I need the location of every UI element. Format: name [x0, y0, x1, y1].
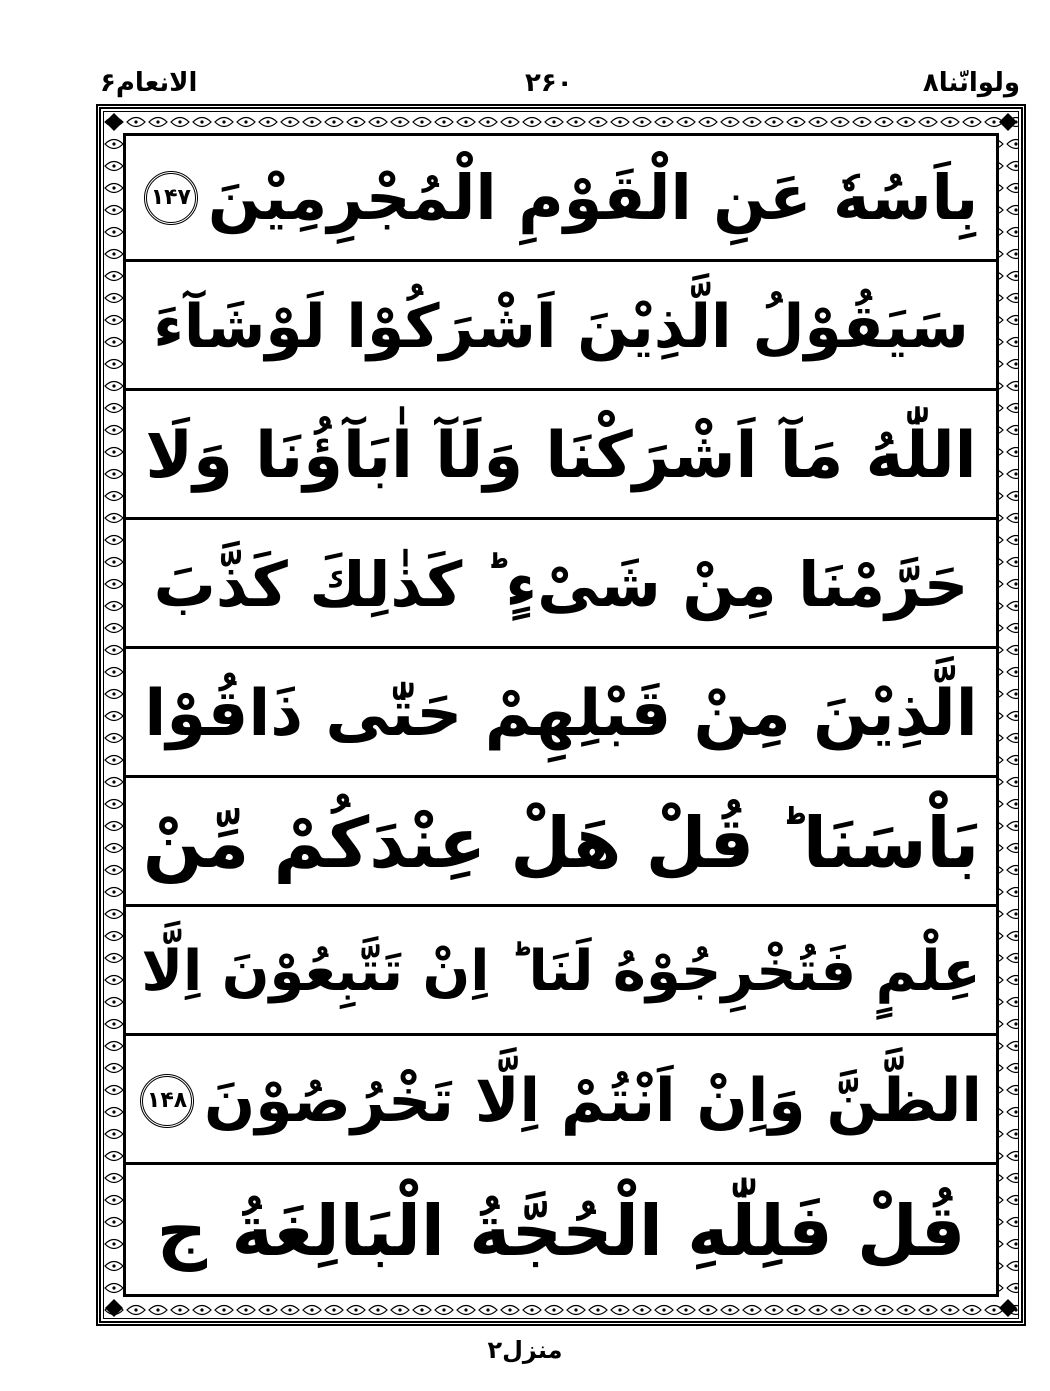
text-line: [126, 1168, 996, 1294]
text-line: [126, 781, 996, 907]
verse-text: حَرَّمْنَا مِنْ شَیْءٍ ؕ كَذٰلِكَ كَذَّبَ: [153, 547, 969, 621]
text-panel: [123, 133, 999, 1297]
ayah-number-marker: ۱۴۷: [144, 171, 198, 225]
text-line: [126, 523, 996, 649]
verse-text: الظَّنَّ وَاِنْ اَنْتُمْ اِلَّا تَخْرُصُوْنَ: [204, 1065, 982, 1136]
page-number: ۲۶۰: [525, 68, 573, 98]
text-line: [126, 136, 996, 262]
header-juz-name: ولوانّنا۸: [922, 68, 1020, 98]
header-surah-name: الانعام۶: [100, 68, 198, 98]
text-line: [126, 910, 996, 1036]
text-line: [126, 265, 996, 391]
verse-text: سَیَقُوْلُ الَّذِیْنَ اَشْرَكُوْا لَوْشَآءَ: [153, 291, 969, 362]
page-header: [100, 62, 1020, 102]
verse-text: الَّذِیْنَ مِنْ قَبْلِهِمْ حَتّٰى ذَاقُوْا: [144, 676, 978, 751]
verse-text: بِاَسُهٗ عَنِ الْقَوْمِ الْمُجْرِمِیْنَ: [207, 160, 979, 234]
verse-text: قُلْ فَلِلّٰهِ الْحُجَّةُ الْبَالِغَةُ ج: [156, 1190, 966, 1272]
verse-text: اللّٰهُ مَآ اَشْرَكْنَا وَلَآ اٰبَآؤُنَا وَلَا: [145, 418, 977, 493]
text-line: [126, 652, 996, 778]
text-line: [126, 394, 996, 520]
verse-text: عِلْمٍ فَتُخْرِجُوْهُ لَنَا ؕ اِنْ تَتَّبِعُوْنَ اِلَّا: [141, 938, 981, 1004]
text-line: [126, 1039, 996, 1165]
ayah-number-marker: ۱۴۸: [140, 1074, 194, 1128]
verse-text: بَاْسَنَا ؕ قُلْ هَلْ عِنْدَكُمْ مِّنْ: [142, 801, 980, 884]
manzil-footer: منزل۲: [487, 1336, 563, 1364]
